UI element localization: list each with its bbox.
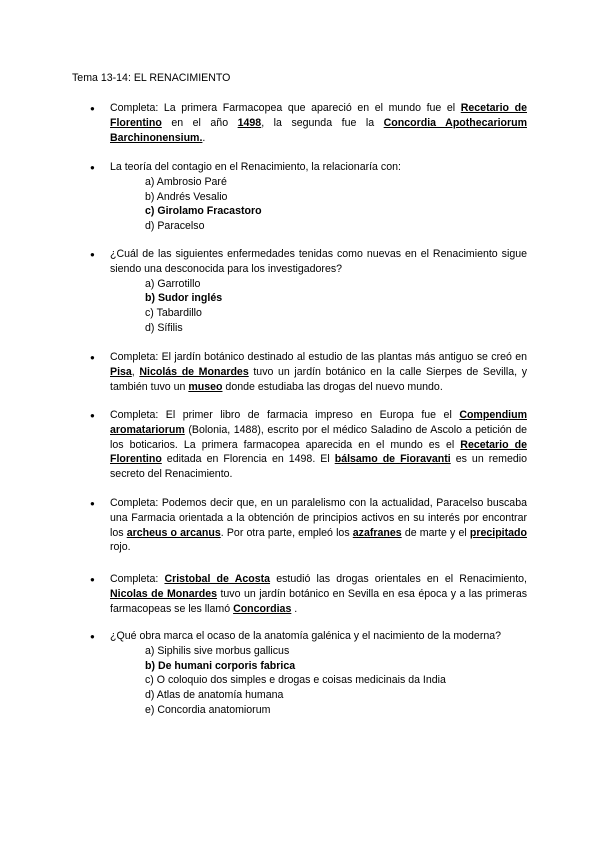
- answer-compendium: Compendium aromatariorum: [110, 409, 527, 436]
- answer-precipitado: precipitado: [469, 526, 527, 539]
- answer-acosta: Cristobal de Acosta: [164, 573, 271, 585]
- answer-recetario: Recetario de Florentino: [110, 438, 527, 466]
- question-stem: ¿Cuál de las siguientes enfermedades tenidas como nuevas en el Renacimiento sigue siendo una desconocida para los investigadores?: [110, 248, 527, 275]
- question-stem: ¿Qué obra marca el ocaso de la anatomía galénica y el nacimiento de la moderna?: [110, 630, 502, 642]
- question-5: ● Completa: El primer libro de farmacia impreso en Europa fue el Compendium aromatariorum (Bolonia, 1488), escrito por el médico Saladino de Ascolo a petición de los boticarios. La primera farmacopea aparecida en el mundo es el Recetario de Florentino editada en Florencia en 1498. El bálsamo de Fioravanti es un remedio secreto del Renacimiento.: [110, 408, 527, 482]
- bullet-icon: [90, 101, 95, 117]
- option: d) Atlas de anatomía humana: [145, 689, 284, 702]
- option: c) Tabardillo: [145, 307, 202, 320]
- bullet-icon: [90, 160, 95, 176]
- bullet-icon: [90, 629, 95, 645]
- question-1: ● Completa: La primera Farmacopea que apareció en el mundo fue el Recetario de Florentino en el año 1498, la segunda fue la Concordia Apothecariorum Barchinonensium..: [110, 101, 527, 145]
- option: d) Paracelso: [145, 220, 205, 233]
- answer-azafranes: azafranes: [352, 526, 402, 539]
- answer-concordia: Concordia Apothecariorum Barchinonensium.: [110, 116, 527, 144]
- options-list: [145, 277, 527, 336]
- question-8: [110, 629, 527, 718]
- page-title: Tema 13-14: EL RENACIMIENTO: [72, 72, 231, 84]
- answer-balsamo: bálsamo de Fioravanti: [334, 453, 451, 466]
- question-4: ● Completa: El jardín botánico destinado al estudio de las plantas más antiguo se creó en Pisa, Nicolás de Monardes tuvo un jardín botánico en la calle Sierpes de Sevilla, y también tuvo un museo donde estudiaba las drogas del nuevo mundo.: [110, 350, 527, 394]
- option: b) Andrés Vesalio: [145, 190, 228, 203]
- options-list: [145, 644, 527, 718]
- answer-monardes: Nicolas de Monardes: [110, 587, 218, 600]
- bullet-icon: [90, 350, 95, 366]
- question-6: ● Completa: Podemos decir que, en un paralelismo con la actualidad, Paracelso buscaba una Farmacia orientada a la obtención de principios activos en su interés por encontrar los archeus o arcanus. Por otra parte, empleó los azafranes de marte y el precipitado rojo.: [110, 496, 527, 555]
- question-stem: La teoría del contagio en el Renacimiento, la relacionaría con:: [110, 161, 401, 173]
- option: a) Ambrosio Paré: [145, 175, 227, 188]
- question-3: [110, 247, 527, 336]
- option-correct: b) De humani corporis fabrica: [145, 659, 296, 672]
- option: a) Garrotillo: [145, 277, 201, 290]
- options-list: [145, 175, 527, 234]
- bullet-icon: [90, 496, 95, 512]
- option: e) Concordia anatomiorum: [145, 703, 271, 716]
- question-2: [110, 160, 527, 234]
- answer-recetario: Recetario de Florentino: [110, 102, 527, 129]
- answer-concordias: Concordias: [233, 602, 292, 615]
- bullet-icon: [90, 572, 95, 588]
- option: d) Sífilis: [145, 321, 183, 334]
- question-7: ● Completa: Cristobal de Acosta estudió las drogas orientales en el Renacimiento, Nicolas de Monardes tuvo un jardín botánico en Sevilla en esa época y a las primeras farmacopeas se les llamó Concordias .: [110, 572, 527, 616]
- bullet-icon: [90, 408, 95, 424]
- bullet-icon: [90, 247, 95, 263]
- option: c) O coloquio dos simples e drogas e coisas medicinais da India: [145, 674, 446, 687]
- answer-monardes: Nicolás de Monardes: [139, 365, 249, 378]
- option-correct: b) Sudor inglés: [145, 292, 223, 305]
- option-correct: c) Girolamo Fracastoro: [145, 205, 262, 218]
- answer-year: 1498: [237, 116, 262, 129]
- answer-archeus: archeus o arcanus: [126, 526, 221, 539]
- option: a) Siphilis sive morbus gallicus: [145, 644, 290, 657]
- answer-museo: museo: [188, 380, 223, 393]
- answer-pisa: Pisa: [110, 365, 132, 378]
